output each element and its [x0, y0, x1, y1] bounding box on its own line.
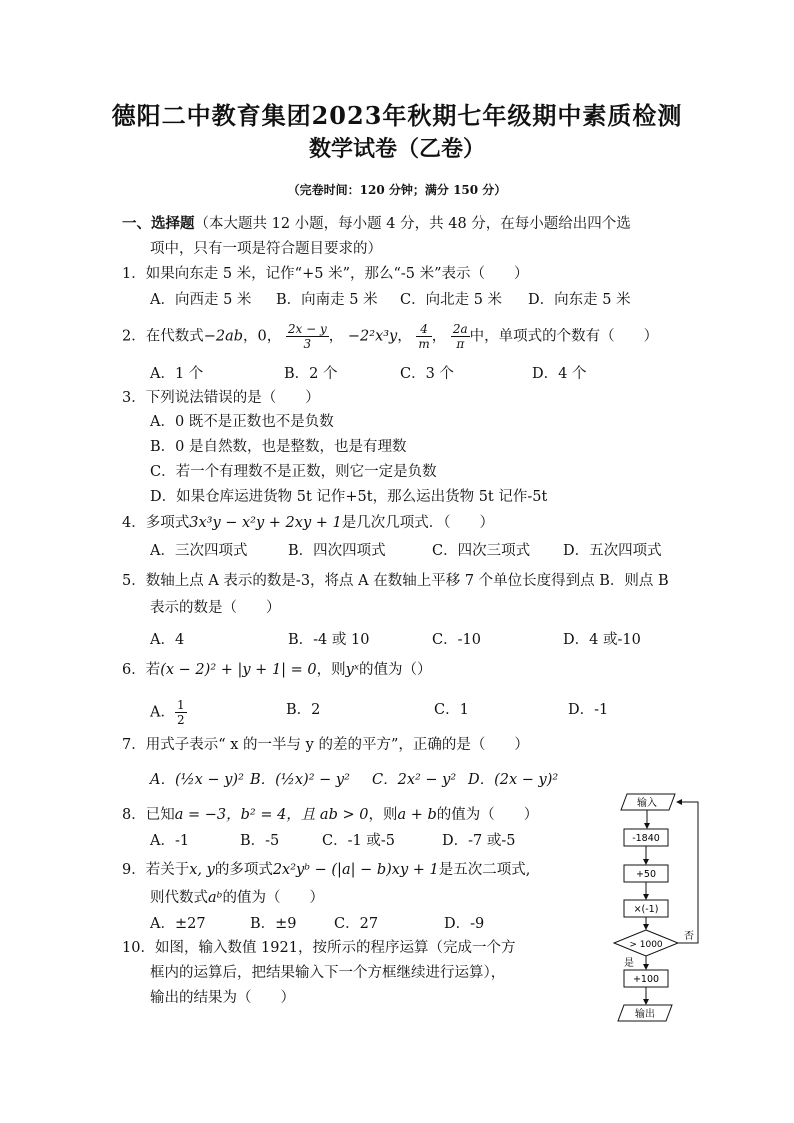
q1-option-b: B．向南走 5 米: [276, 292, 378, 308]
flow-no-label: 否: [684, 931, 694, 942]
q1-option-a: A．向西走 5 米: [150, 292, 252, 308]
q8-text-a: 8．已知: [122, 807, 175, 823]
q6-text-a: 6．若: [122, 662, 161, 678]
flow-loop-back-line: [677, 802, 698, 943]
q6-option-d: D．-1: [568, 702, 609, 718]
q2-fraction-3: $\frac{2a}{\pi}$: [452, 322, 468, 351]
q3-option-b: B．0 是自然数，也是整数，也是有理数: [150, 439, 407, 455]
question-1-stem: 1．如果向东走 5 米，记作“+5 米”，那么“-5 米”表示（ ）: [122, 266, 529, 282]
q8-text-c: 的值为（ ）: [436, 807, 539, 823]
q1-option-c: C．向北走 5 米: [400, 292, 503, 308]
q2-text-b: 中，单项式的个数有（ ）: [469, 328, 659, 345]
question-7-stem: 7．用式子表示“ x 的一半与 y 的差的平方”，正确的是（ ）: [122, 737, 529, 753]
q8-option-b: B．-5: [240, 833, 280, 849]
q9-expr-3: aᵇ: [208, 890, 223, 906]
q2-text-a: 2．在代数式: [122, 328, 204, 345]
q9-text-c: 是五次二项式,: [438, 862, 531, 878]
q3-option-d: D．如果仓库运进货物 5t 记作+5t，那么运出货物 5t 记作-5t: [150, 489, 548, 505]
q9-text-b: 的多项式: [214, 862, 273, 878]
question-3-stem: 3．下列说法错误的是（ ）: [122, 390, 320, 406]
flow-step-2-label: +50: [635, 869, 657, 880]
q4-text-a: 4．多项式: [122, 515, 190, 531]
q9-text-a: 9．若关于: [122, 862, 190, 878]
q4-option-c: C．四次三项式: [432, 543, 531, 559]
q2-fraction-2: $\frac{4}{m}$: [418, 322, 430, 351]
q4-option-d: D．五次四项式: [563, 543, 662, 559]
q6-text-c: 的值为（）: [359, 662, 432, 678]
question-5-stem-cont: 表示的数是（ ）: [150, 600, 281, 616]
q5-option-c: C．-10: [432, 632, 481, 648]
q8-text-b: ，则: [368, 807, 398, 823]
program-flowchart: [600, 788, 710, 1028]
q9-expr: x, y: [189, 862, 215, 878]
q9-expr-2: 2x²yᵇ − (|a| − b)xy + 1: [272, 862, 439, 878]
flow-step-3-label: ×(-1): [633, 904, 659, 915]
q6-expr-2: yˣ: [345, 662, 359, 678]
q6-option-a: [150, 698, 187, 727]
question-2-stem: 2．在代数式−2ab，0， $\frac{2x - y}{3}$ ， −2²x³y， $\frac{4}{m}$ ， $\frac{2a}{\pi}$ 中，单项式的个数有（ ）: [122, 322, 659, 351]
q6-option-a-label: A．: [150, 704, 175, 721]
q9-text-d: 则代数式: [150, 890, 208, 906]
q7-option-b: B．(½x)² − y²: [250, 772, 350, 788]
q1-option-d: D．向东走 5 米: [528, 292, 631, 308]
q5-option-a: A．4: [150, 632, 185, 648]
q6-text-b: ，则: [316, 662, 346, 678]
page-subtitle: 数学试卷（乙卷）: [308, 136, 485, 162]
q2-option-a: A．1 个: [150, 366, 204, 382]
q6-option-a-fraction: $\frac{1}{2}$: [176, 698, 185, 727]
q9-option-d: D．-9: [444, 916, 485, 932]
q6-expr: (x − 2)² + |y + 1| = 0: [160, 662, 317, 678]
question-10-stem: 10．如图，输入数值 1921，按所示的程序运算（完成一个方: [122, 940, 516, 956]
q9-text-e: 的值为（ ）: [222, 890, 324, 906]
question-9-stem: [122, 860, 530, 880]
q7-option-c: C．2x² − y²: [372, 772, 457, 788]
q3-option-c: C．若一个有理数不是正数，则它一定是负数: [150, 464, 437, 480]
flow-step-1-label: -1840: [632, 833, 660, 844]
q2-sep: ，0，: [243, 328, 282, 345]
flow-yes-label: 是: [624, 958, 634, 969]
q6-option-c: C．1: [434, 702, 469, 718]
q2-option-b: B．2 个: [284, 366, 338, 382]
page-title: 德阳二中教育集团2023年秋期七年级期中素质检测: [111, 101, 683, 130]
question-6-stem: [122, 660, 432, 680]
q2-expr-1: −2ab: [203, 328, 244, 345]
q4-option-a: A．三次四项式: [150, 543, 248, 559]
question-10-stem-cont-2: 输出的结果为（ ）: [150, 990, 295, 1006]
q4-text-b: 是几次几项式．（ ）: [341, 515, 494, 531]
q9-option-c: C．27: [334, 916, 379, 932]
question-4-stem: [122, 513, 494, 533]
question-5-stem: 5．数轴上点 A 表示的数是-3，将点 A 在数轴上平移 7 个单位长度得到点 B．则点 B: [122, 573, 669, 589]
flow-output-label: 输出: [635, 1009, 655, 1020]
q4-option-b: B．四次四项式: [288, 543, 386, 559]
flow-step-4-label: +100: [632, 974, 660, 985]
q2-option-d: D．4 个: [532, 366, 587, 382]
q7-option-a: A．(½x − y)²: [150, 772, 244, 788]
q4-expr: 3x³y − x²y + 2xy + 1: [189, 515, 342, 531]
q3-option-a: A．0 既不是正数也不是负数: [150, 414, 334, 430]
exam-info: （完卷时间：120 分钟；满分 150 分）: [287, 183, 507, 197]
q8-expr: a = −3，b² = 4，且 ab > 0: [174, 807, 369, 823]
q5-option-d: D．4 或-10: [563, 632, 641, 648]
q9-option-b: B．±9: [250, 916, 297, 932]
q8-option-d: D．-7 或-5: [442, 833, 516, 849]
question-9-stem-cont: [150, 888, 324, 908]
q5-option-b: B．-4 或 10: [288, 632, 370, 648]
q2-fraction-1: $\frac{2x - y}{3}$: [287, 322, 327, 351]
q6-option-b: B．2: [286, 702, 321, 718]
section-title: 一、选择题: [122, 215, 195, 232]
q7-option-d: D．(2x − y)²: [468, 772, 559, 788]
q8-option-a: A．-1: [150, 833, 190, 849]
question-8-stem: [122, 805, 538, 825]
section-desc: （本大题共 12 小题，每小题 4 分，共 48 分，在每小题给出四个选: [194, 216, 631, 232]
flow-input-label: 输入: [637, 798, 657, 809]
q8-expr-2: a + b: [397, 807, 437, 823]
section-desc-cont: 项中，只有一项是符合题目要求的）: [150, 241, 382, 257]
question-10-stem-cont: 框内的运算后，把结果输入下一个方框继续进行运算），: [150, 965, 506, 981]
q2-expr-2: −2²x³y: [347, 328, 398, 345]
q8-option-c: C．-1 或-5: [322, 833, 395, 849]
flow-decision-label: > 1000: [629, 940, 663, 950]
q2-option-c: C．3 个: [400, 366, 454, 382]
section-heading: [122, 214, 631, 234]
q9-option-a: A．±27: [150, 916, 206, 932]
